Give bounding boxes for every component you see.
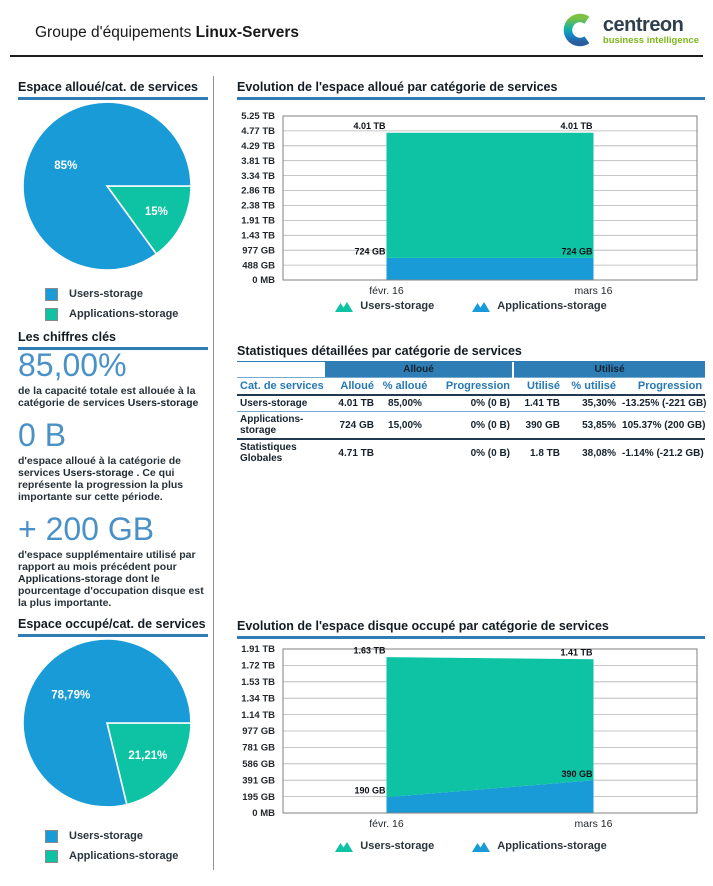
table-cell: 4.71 TB: [325, 439, 377, 466]
table-column-header: Alloué: [325, 378, 377, 396]
x-axis-tick-label: mars 16: [574, 285, 613, 297]
page-title-prefix: Groupe d'équipements: [35, 24, 192, 41]
legend-label: Applications-storage: [497, 840, 607, 852]
area-legend-icon: [335, 300, 353, 312]
legend-label: Applications-storage: [69, 308, 179, 320]
legend-item: [335, 840, 434, 852]
logo-wordmark: centreon: [602, 13, 684, 36]
key-figure-description: d'espace alloué à la catégorie de services Users-storage . Ce qui représente la progression la plus importante sur cette période.: [18, 455, 184, 503]
table-cell: -1.14% (-21.2 GB): [619, 439, 705, 466]
table-cell: 53,85%: [563, 412, 619, 440]
key-figure-description: de la capacité totale est allouée à la catégorie de services Users-storage: [18, 385, 199, 409]
table-cell: 1.41 TB: [513, 395, 563, 412]
legend-item: [45, 846, 178, 866]
data-point-label: 390 GB: [561, 768, 593, 779]
table-cell: 15,00%: [377, 412, 433, 440]
page-title: [35, 24, 299, 42]
legend-swatch: [45, 850, 58, 863]
section-title-key-figures: Les chiffres clés: [18, 330, 208, 350]
x-axis-tick-label: mars 16: [574, 818, 613, 830]
table-cell: 85,00%: [377, 395, 433, 412]
table-column-header: Cat. de services: [237, 378, 325, 396]
area-series-applications-storage: [387, 258, 594, 280]
legend-label: Users-storage: [360, 840, 435, 852]
y-axis-tick-label: 1.91 TB: [241, 215, 275, 227]
key-figure-value: 0 B: [18, 417, 67, 453]
y-axis-tick-label: 586 GB: [242, 759, 275, 770]
table-cell: 105.37% (200 GB): [619, 412, 705, 440]
y-axis-tick-label: 977 GB: [242, 245, 275, 257]
allocated-space-pie-chart: [12, 100, 202, 276]
table-cell: 0% (0 B): [433, 395, 513, 412]
table-cell: 724 GB: [325, 412, 377, 440]
table-column-header: Progression: [433, 378, 513, 396]
header-rule: [10, 55, 703, 57]
y-axis-tick-label: 2.86 TB: [241, 185, 275, 197]
x-axis-tick-label: févr. 16: [369, 285, 404, 297]
legend-item: [45, 826, 178, 846]
table-group-header-empty: [237, 362, 325, 378]
table-total-row: [237, 439, 705, 466]
area-legend-icon: [472, 300, 490, 312]
table-cell: Users-storage: [237, 395, 325, 412]
y-axis-tick-label: 391 GB: [242, 775, 275, 787]
table-cell: 0% (0 B): [433, 412, 513, 440]
x-axis-tick-label: févr. 16: [369, 818, 404, 830]
legend-swatch: [45, 830, 58, 843]
legend-label: Users-storage: [69, 830, 143, 842]
table-title: Statistiques détaillées par catégorie de services: [237, 344, 705, 364]
centreon-c-icon: [563, 13, 597, 47]
centreon-logo: [563, 13, 699, 47]
y-axis-tick-label: 4.29 TB: [241, 141, 275, 152]
data-point-label: 190 GB: [354, 785, 386, 796]
y-axis-tick-label: 3.81 TB: [241, 155, 275, 167]
detailed-statistics-table: [237, 362, 705, 466]
table-cell: Statistiques Globales: [237, 439, 325, 466]
legend-item: [45, 304, 178, 324]
section-title-used-pie: Espace occupé/cat. de services: [18, 617, 208, 637]
used-evolution-area-chart: [237, 637, 705, 847]
table-column-header: % utilisé: [563, 378, 619, 396]
y-axis-tick-label: 5.25 TB: [241, 111, 275, 123]
area-legend-icon: [472, 840, 490, 852]
data-point-label: 4.01 TB: [560, 121, 593, 132]
table-column-header: Utilisé: [513, 378, 563, 396]
table-group-header: Utilisé: [513, 362, 705, 378]
equipment-group-name: Linux-Servers: [195, 24, 300, 41]
legend-label: Applications-storage: [497, 300, 607, 312]
chart-title-used-evolution: Evolution de l'espace disque occupé par catégorie de services: [237, 619, 705, 639]
table-column-header: % alloué: [377, 378, 433, 396]
y-axis-tick-label: 1.91 TB: [241, 644, 275, 656]
legend-item: [472, 840, 606, 852]
data-point-label: 724 GB: [561, 246, 593, 257]
y-axis-tick-label: 1.43 TB: [241, 230, 275, 242]
pie-slice-label: 21,21%: [128, 750, 168, 763]
y-axis-tick-label: 1.14 TB: [241, 709, 275, 721]
key-figure-description: d'espace supplémentaire utilisé par rapport au mois précédent pour Applications-storage dont le pourcentage d'occupation disque est la plus importante.: [18, 549, 204, 609]
table-cell: Applications-storage: [237, 412, 325, 440]
data-point-label: 1.63 TB: [353, 645, 386, 656]
section-title-allocated-pie: Espace alloué/cat. de services: [18, 80, 208, 100]
area-legend-icon: [335, 840, 353, 852]
table-row: [237, 395, 705, 412]
logo-tagline: business intelligence: [602, 34, 699, 46]
used-chart-legend: [237, 840, 705, 852]
allocated-evolution-area-chart: [237, 100, 705, 310]
table-cell: 35,30%: [563, 395, 619, 412]
table-group-header: Alloué: [325, 362, 513, 378]
table-row: [237, 412, 705, 440]
pie-slice-label: 15%: [144, 206, 168, 219]
legend-label: Users-storage: [69, 288, 143, 300]
y-axis-tick-label: 3.34 TB: [241, 170, 275, 182]
legend-label: Applications-storage: [69, 850, 179, 862]
key-figure-value: 85,00%: [18, 347, 127, 383]
table-cell: 0% (0 B): [433, 439, 513, 466]
legend-item: [335, 300, 434, 312]
table-cell: 38,08%: [563, 439, 619, 466]
pie-slice-label: 78,79%: [51, 689, 91, 702]
data-point-label: 724 GB: [354, 246, 386, 257]
y-axis-tick-label: 0 MB: [252, 808, 275, 820]
data-point-label: 4.01 TB: [353, 121, 386, 132]
area-series-users-storage: [387, 133, 594, 258]
table-cell: 1.8 TB: [513, 439, 563, 466]
table-cell: 4.01 TB: [325, 395, 377, 412]
y-axis-tick-label: 1.34 TB: [241, 693, 275, 705]
legend-swatch: [45, 308, 58, 321]
y-axis-tick-label: 1.72 TB: [241, 660, 275, 672]
table-cell: -13.25% (-221 GB): [619, 395, 705, 412]
used-pie-legend: [45, 826, 178, 866]
key-figures-list: [18, 348, 214, 618]
table-cell: [377, 439, 433, 466]
chart-title-allocated-evolution: Evolution de l'espace alloué par catégorie de services: [237, 80, 705, 100]
y-axis-tick-label: 488 GB: [242, 260, 275, 272]
legend-item: [45, 284, 178, 304]
pie-slice-label: 85%: [54, 160, 78, 172]
used-space-pie-chart: [12, 637, 202, 813]
allocated-chart-legend: [237, 300, 705, 312]
y-axis-tick-label: 781 GB: [242, 742, 275, 754]
y-axis-tick-label: 4.77 TB: [241, 126, 275, 138]
y-axis-tick-label: 195 GB: [242, 791, 275, 803]
y-axis-tick-label: 0 MB: [252, 275, 275, 287]
table-column-header: Progression: [619, 378, 705, 396]
key-figure-value: + 200 GB: [18, 511, 155, 547]
table-cell: 390 GB: [513, 412, 563, 440]
y-axis-tick-label: 1.53 TB: [241, 677, 275, 688]
y-axis-tick-label: 977 GB: [242, 726, 275, 738]
y-axis-tick-label: 2.38 TB: [241, 200, 275, 212]
legend-swatch: [45, 288, 58, 301]
legend-label: Users-storage: [360, 300, 435, 312]
allocated-pie-legend: [45, 284, 178, 324]
data-point-label: 1.41 TB: [560, 647, 593, 658]
legend-item: [472, 300, 606, 312]
